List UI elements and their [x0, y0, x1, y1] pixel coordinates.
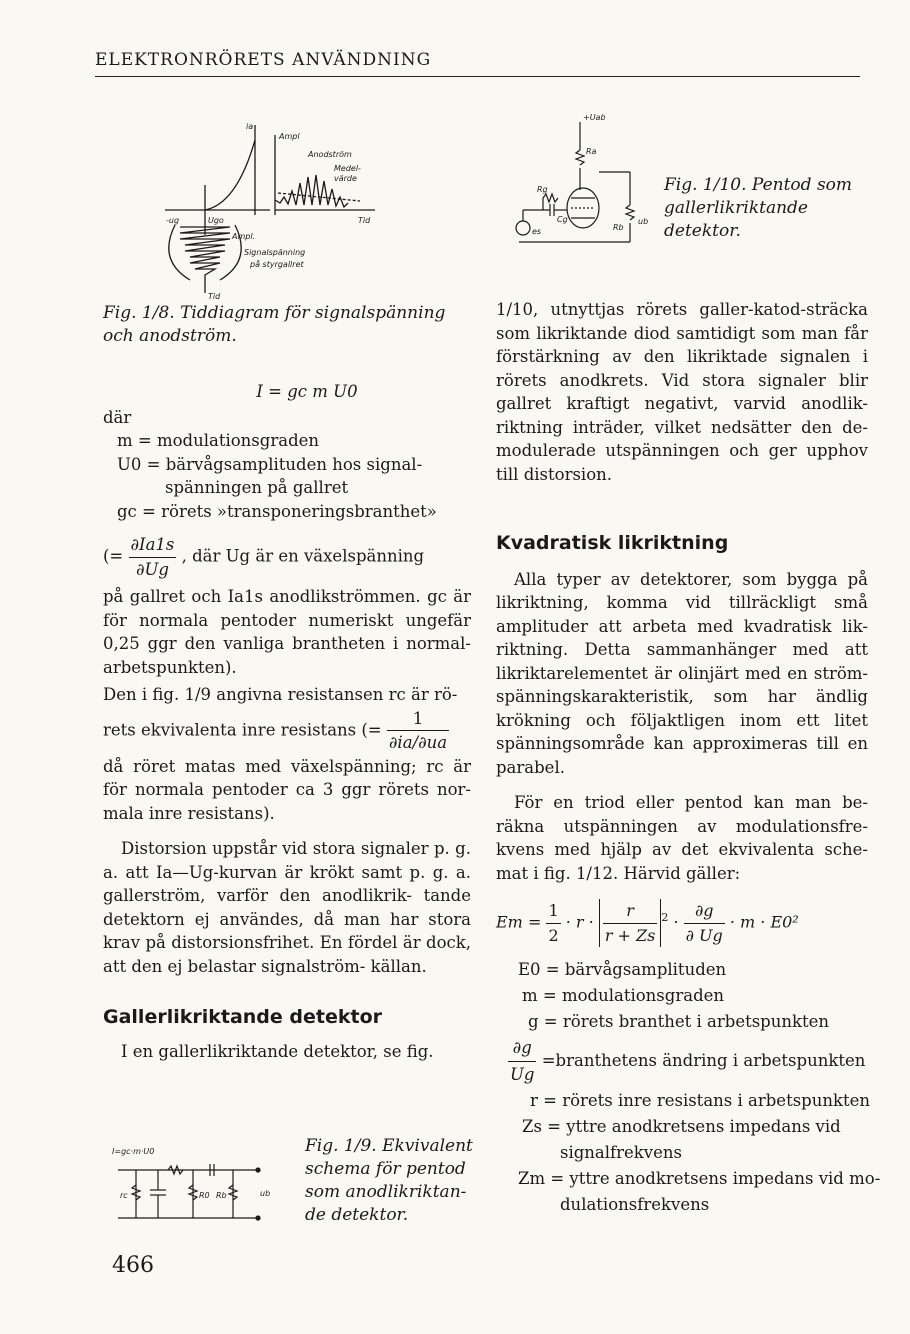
label-ia: ia: [246, 122, 254, 131]
frac-rc-den: ∂ia/∂ua: [388, 733, 448, 752]
def-m2: m = modulationsgraden: [522, 986, 725, 1005]
running-header: ELEKTRONRÖRETS ANVÄNDNING: [95, 50, 432, 70]
label-tid2: Tid: [208, 292, 221, 301]
em-frac-half: [546, 899, 560, 947]
def-e0: E0 = bärvågsamplituden: [518, 960, 727, 979]
frac-ials: [129, 533, 177, 581]
right-paragraph-2: Alla typer av detektorer, som bygga på likriktning, komma vid tillräckligt små amplituder att arbeta med kvadratisk lik- riktning. Detta sammanhänger med att likriktarelementet är olinjärt med en ström-spänningskarakteristik, som har ändlig krökning och följaktligen inom ett litet spänningsområde kan approximeras till en parabel.: [496, 569, 868, 777]
def-u0: U0 = bärvågsamplituden hos signal-: [117, 454, 423, 474]
left-paragraph-2c: då röret matas med växelspänning; rc är för normala pentoder ca 3 ggr rörets nor- mala inre resistans).: [103, 756, 471, 823]
right-paragraph-3: För en triod eller pentod kan man be- räkna utspänningen av modulationsfre- kvens med hjälp av det ekvivalenta sche- mat i fig. 1/12. Härvid gäller:: [496, 793, 868, 883]
label-source: I=gc·m·U0: [112, 1147, 155, 1156]
label-ra: Ra: [586, 147, 597, 156]
def-dg: =branthetens ändring i arbetspunkten: [541, 1051, 866, 1070]
def-r: r = rörets inre resistans i arbetspunkten: [530, 1091, 870, 1110]
em-frac-half-num: 1: [546, 899, 560, 924]
label-medel: Medel-: [334, 164, 361, 173]
label-uab: +Uab: [583, 113, 606, 122]
frac-rc: [387, 707, 449, 755]
em-frac-r-den: r + Zs: [604, 925, 656, 945]
label-ub: ub: [260, 1189, 271, 1198]
def-zm-cont: dulationsfrekvens: [560, 1195, 710, 1214]
def-dg-den: Ug: [510, 1065, 535, 1084]
left-column: [103, 380, 471, 1063]
def-g: g = rörets branthet i arbetspunkten: [528, 1012, 830, 1031]
header-rule: [95, 76, 860, 77]
em-lhs: Em =: [496, 912, 542, 932]
right-column: [496, 298, 881, 1218]
em-frac-r: [603, 899, 658, 947]
page-number: 466: [112, 1253, 154, 1278]
label-ampl: Ampl: [279, 132, 300, 141]
fig-1-10-circuit: [505, 110, 655, 250]
def-dg-num: ∂g: [508, 1035, 536, 1062]
em-tail: · m · E0²: [729, 912, 799, 932]
label-varde: värde: [334, 174, 357, 183]
frac-post: , där Ug är en växelspänning: [181, 546, 425, 566]
em-frac-half-den: 2: [548, 925, 559, 945]
right-paragraph-1: 1/10, utnyttjas rörets galler-katod-sträcka som likriktande diod samtidigt som man får förstärkning av den likriktade signalen i rörets anodkrets. Vid stora signaler blir gallret kraftigt negativt, varvid anodlik- riktning inträder, vilket nedsätter den de- modulerade utspänningen och ger upphov till distorsion.: [496, 300, 868, 484]
heading-kvadratisk: Kvadratisk likriktning: [496, 532, 729, 554]
label-r0: R0: [199, 1191, 210, 1200]
label-rg: Rg: [537, 185, 548, 194]
def-u0-cont: spänningen på gallret: [165, 478, 349, 497]
label-ampl2: Ampl.: [232, 232, 256, 241]
em-abs: [599, 899, 662, 947]
label-ugo: Ugo: [208, 216, 224, 225]
fig-1-9-caption: Fig. 1/9. Ekvivalent schema för pentod som anodlikriktan- de detektor.: [305, 1136, 473, 1225]
label-ub: ub: [638, 217, 649, 226]
frac-pre: (=: [103, 546, 124, 566]
em-r: · r ·: [565, 912, 594, 932]
left-paragraph-2b: rets ekvivalenta inre resistans (=: [103, 720, 382, 739]
fig-1-9-circuit: [108, 1140, 278, 1230]
label-es: es: [532, 227, 542, 236]
left-paragraph-3: Distorsion uppstår vid stora signaler p. g. a. att Ia—Ug-kurvan är krökt samt p. g. a. gallerström, varför den anodlikrik- tande detektorn ej användes, då man har stora krav på distorsionsfrihet. En fördel är dock, att den ej belastar signalström- källan.: [103, 839, 471, 976]
def-gc: gc = rörets »transponeringsbranthet»: [117, 501, 437, 521]
frac-ials-num: ∂Ia1s: [129, 533, 177, 558]
def-zs: Zs = yttre anodkretsens impedans vid: [522, 1117, 841, 1136]
left-paragraph-1: på gallret och Ia1s anodlikströmmen. gc är för normala pentoder numeriskt ungefär 0,25 ggr den vanliga brantheten i normal- arbetspunkten).: [103, 587, 471, 677]
label-ug: -ug: [166, 216, 180, 225]
label-tid1: Tid: [358, 216, 371, 225]
left-paragraph-2a: Den i fig. 1/9 angivna resistansen rc är rö-: [103, 685, 458, 704]
dar-label: där: [103, 407, 132, 427]
formula-i: I = gc m U0: [256, 382, 358, 401]
rc-line: [103, 707, 471, 755]
label-signal1: Signalspänning: [244, 248, 306, 257]
em-frac-dg: [684, 899, 725, 947]
em-frac-dg-den: ∂ Ug: [685, 925, 723, 945]
heading-gallerlikriktande: Gallerlikriktande detektor: [103, 1006, 383, 1028]
fig-1-8-diagram: [160, 115, 390, 305]
def-dg-line: [508, 1035, 868, 1088]
left-paragraph-4: I en gallerlikriktande detektor, se fig.: [121, 1041, 434, 1061]
em-frac-r-num: r: [603, 899, 658, 924]
fig-1-8-caption: Fig. 1/8. Tiddiagram för signalspänning och anodström.: [103, 303, 446, 346]
def-dg-frac: [508, 1035, 536, 1088]
label-rb: Rb: [613, 223, 624, 232]
fig-1-10-caption: Fig. 1/10. Pentod som gallerlikriktande detektor.: [664, 175, 853, 241]
label-rb: Rb: [216, 1191, 227, 1200]
frac-rc-num: 1: [387, 707, 449, 732]
frac-line: [103, 533, 471, 581]
def-zs-cont: signalfrekvens: [560, 1143, 682, 1162]
em-dot: ·: [673, 912, 679, 932]
label-signal2: på styrgallret: [250, 260, 304, 269]
em-frac-dg-num: ∂g: [684, 899, 725, 924]
label-rc: rc: [120, 1191, 128, 1200]
def-m: m = modulationsgraden: [117, 431, 320, 450]
em-formula: [496, 899, 868, 947]
def-zm: Zm = yttre anodkretsens impedans vid mo-: [518, 1169, 881, 1188]
em-square: 2: [661, 911, 669, 925]
label-anodstrom: Anodström: [308, 150, 352, 159]
label-cg: Cg: [557, 215, 568, 224]
frac-ials-den: ∂Ug: [135, 559, 169, 579]
